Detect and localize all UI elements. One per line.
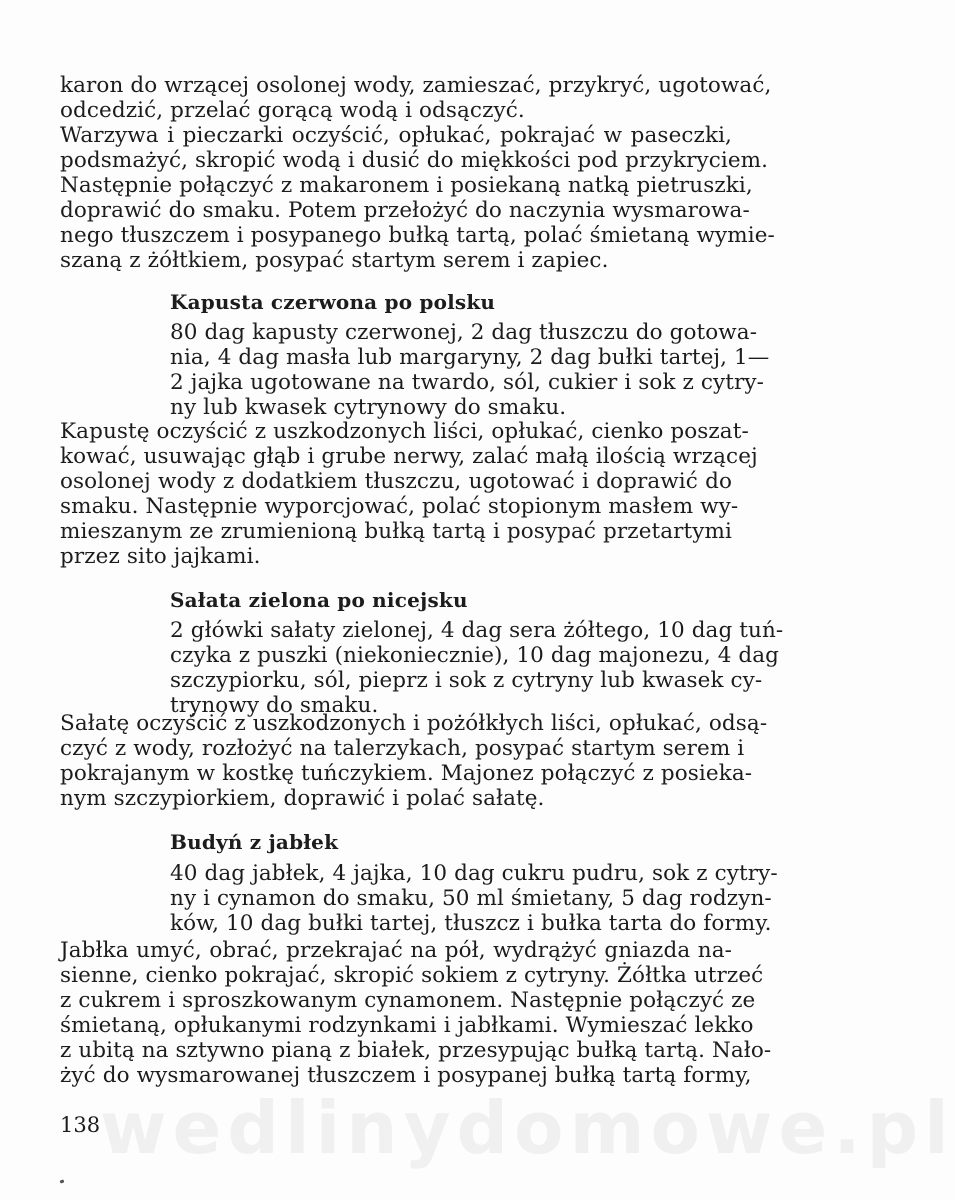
recipe-title: Kapusta czerwona po polsku: [170, 290, 496, 314]
text-line: nym szczypiorkiem, doprawić i polać sałatę.: [60, 786, 545, 811]
text-line: smaku. Następnie wyporcjować, polać stopionym masłem wy-: [60, 494, 739, 519]
watermark: wedlinydomowe.pl: [100, 1086, 955, 1170]
text-line: szczypiorku, sól, pieprz i sok z cytryny lub kwasek cy-: [170, 668, 763, 693]
text-line: podsmażyć, skropić wodą i dusić do miękkości pod przykryciem.: [60, 148, 769, 173]
text-line: odcedzić, przelać gorącą wodą i odsączyć.: [60, 98, 525, 123]
text-line: sienne, cienko pokrajać, skropić sokiem z cytryny. Żółtka utrzeć: [60, 963, 764, 988]
text-line: szaną z żółtkiem, posypać startym serem i zapiec.: [60, 248, 609, 273]
scan-speck: [60, 1179, 65, 1183]
recipe-title: Sałata zielona po nicejsku: [170, 588, 468, 612]
text-line: śmietaną, opłukanymi rodzynkami i jabłkami. Wymieszać lekko: [60, 1013, 754, 1038]
text-line: przez sito jajkami.: [60, 544, 261, 569]
text-line: Sałatę oczyścić z uszkodzonych i pożółkłych liści, opłukać, odsą-: [60, 711, 768, 736]
text-line: 40 dag jabłek, 4 jajka, 10 dag cukru pudru, sok z cytry-: [170, 861, 778, 886]
recipe-instructions: [60, 711, 768, 811]
text-line: z ubitą na sztywno pianą z białek, przesypując bułką tartą. Nało-: [60, 1038, 772, 1063]
text-line: doprawić do smaku. Potem przełożyć do naczynia wysmarowa-: [60, 198, 750, 223]
text-line: trynowy do smaku.: [170, 693, 379, 718]
recipe-instructions: [60, 419, 758, 569]
text-line: Kapustę oczyścić z uszkodzonych liści, opłukać, cienko poszat-: [60, 419, 749, 444]
text-line: ków, 10 dag bułki tartej, tłuszcz i bułka tarta do formy.: [170, 911, 772, 936]
text-line: karon do wrzącej osolonej wody, zamieszać, przykryć, ugotować,: [60, 73, 772, 98]
text-line: Jabłka umyć, obrać, przekrajać na pół, wydrążyć gniazda na-: [60, 938, 732, 963]
text-line: osolonej wody z dodatkiem tłuszczu, ugotować i doprawić do: [60, 469, 732, 494]
recipe-ingredients: [170, 320, 770, 420]
text-line: z cukrem i sproszkowanym cynamonem. Następnie połączyć ze: [60, 988, 756, 1013]
text-line: Następnie połączyć z makaronem i posiekaną natką pietruszki,: [60, 173, 753, 198]
recipe-title: Budyń z jabłek: [170, 830, 339, 854]
text-line: 80 dag kapusty czerwonej, 2 dag tłuszczu do gotowa-: [170, 320, 758, 345]
recipe-instructions: [60, 938, 772, 1088]
text-line: nia, 4 dag masła lub margaryny, 2 dag bułki tartej, 1—: [170, 345, 770, 370]
intro-paragraph: [60, 73, 775, 273]
text-line: nego tłuszczem i posypanego bułką tartą, polać śmietaną wymie-: [60, 223, 775, 248]
text-line: żyć do wysmarowanej tłuszczem i posypanej bułką tartą formy,: [60, 1063, 752, 1088]
text-line: 2 główki sałaty zielonej, 4 dag sera żółtego, 10 dag tuń-: [170, 618, 784, 643]
text-line: czyka z puszki (niekoniecznie), 10 dag majonezu, 4 dag: [170, 643, 780, 668]
page-number: 138: [60, 1113, 101, 1137]
text-line: pokrajanym w kostkę tuńczykiem. Majonez połączyć z posieka-: [60, 761, 753, 786]
text-line: ny i cynamon do smaku, 50 ml śmietany, 5 dag rodzyn-: [170, 886, 772, 911]
text-line: 2 jajka ugotowane na twardo, sól, cukier i sok z cytry-: [170, 370, 764, 395]
text-line: ny lub kwasek cytrynowy do smaku.: [170, 395, 567, 420]
recipe-ingredients: [170, 618, 784, 718]
recipe-ingredients: [170, 861, 778, 936]
text-line: Warzywa i pieczarki oczyścić, opłukać, pokrajać w paseczki,: [60, 123, 732, 148]
text-line: mieszanym ze zrumienioną bułką tartą i posypać przetartymi: [60, 519, 732, 544]
text-line: czyć z wody, rozłożyć na talerzykach, posypać startym serem i: [60, 736, 745, 761]
text-line: kować, usuwając głąb i grube nerwy, zalać małą ilością wrzącej: [60, 444, 758, 469]
